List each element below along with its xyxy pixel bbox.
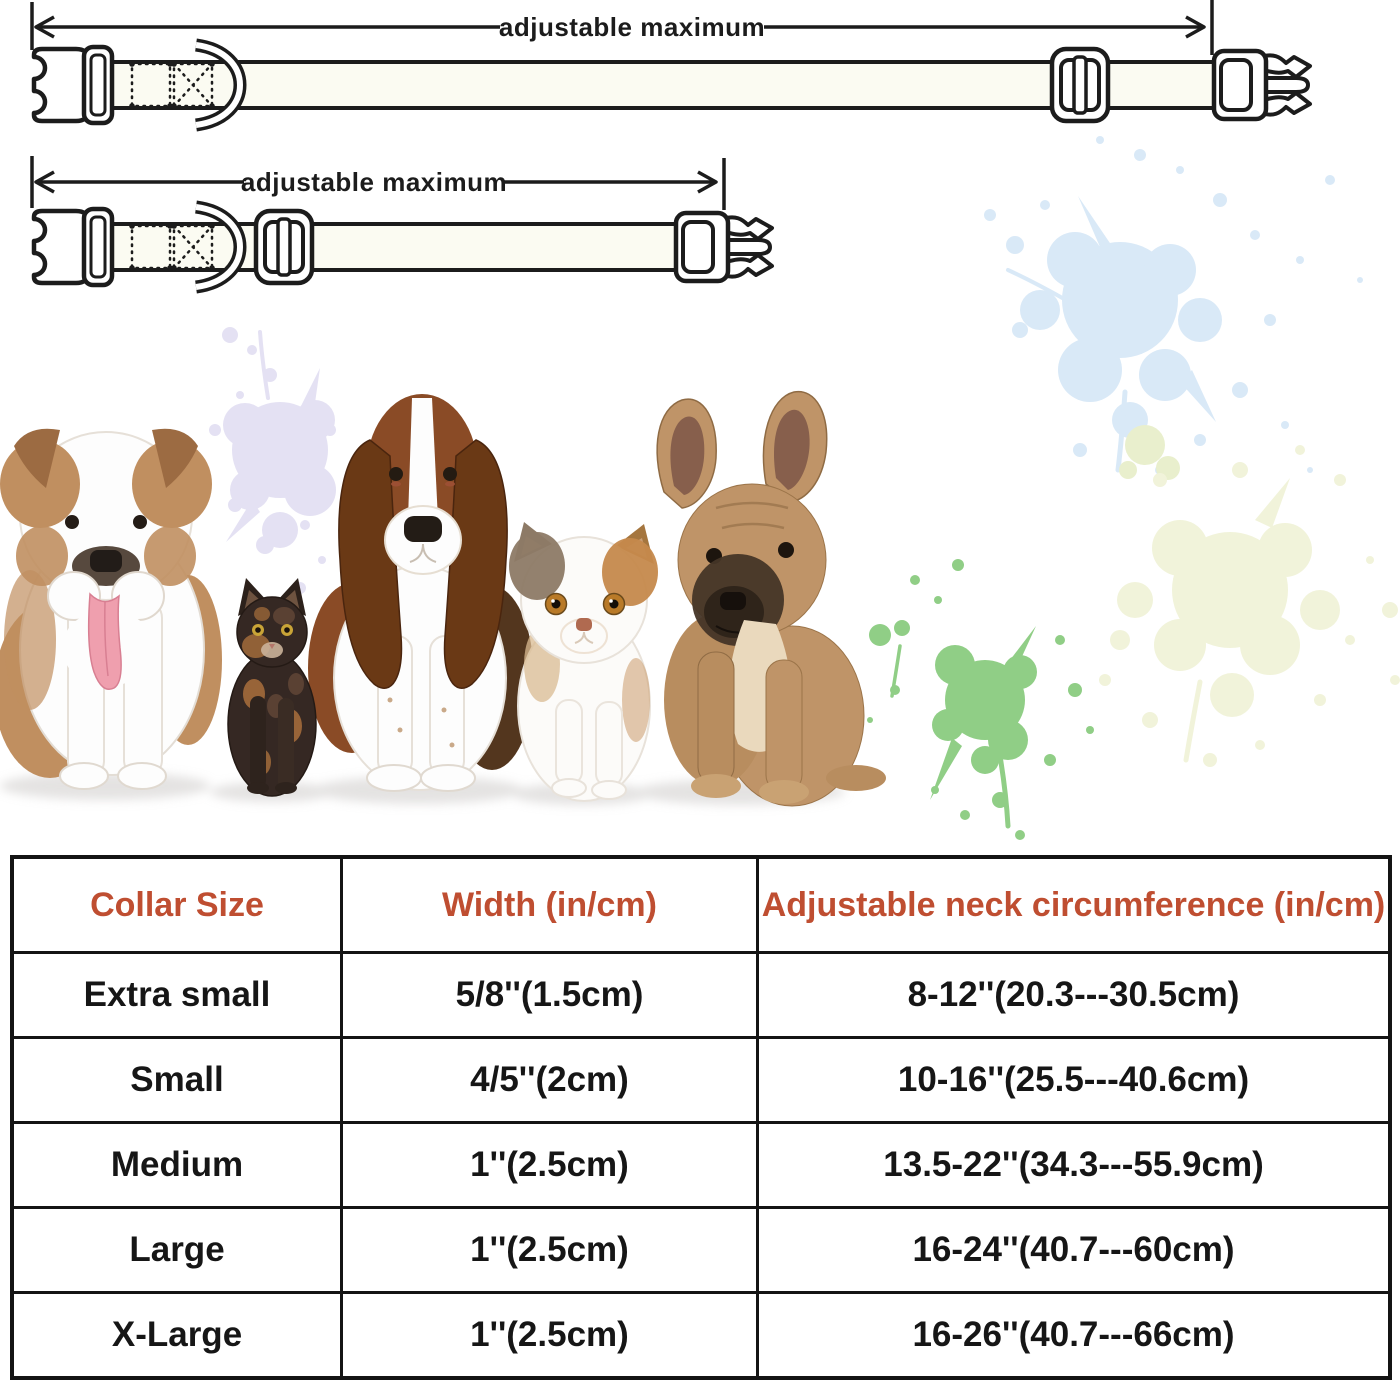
table-row-size: X-Large [14,1291,340,1376]
french-bulldog-puppy [657,392,886,806]
female-buckle-short [34,209,112,285]
tri-glide-slider-long [1052,49,1108,121]
dimension-label-long: adjustable maximum [498,12,766,42]
table-row-width: 4/5''(2cm) [340,1036,756,1121]
header-collar-size: Collar Size [90,885,264,924]
english-bulldog [0,429,222,789]
table-row-size: Small [14,1036,340,1121]
table-row-neck: 13.5-22''(34.3---55.9cm) [756,1121,1388,1206]
table-row-neck: 16-26''(40.7---66cm) [756,1291,1388,1376]
collar-diagram-long [0,0,1400,160]
table-row-size: Medium [14,1121,340,1206]
paint-splatter-blue [984,136,1363,475]
size-chart-table [10,855,1392,1380]
paint-splatter-purple [200,327,336,594]
table-row-neck: 10-16''(25.5---40.6cm) [756,1036,1388,1121]
female-buckle-long [34,47,112,123]
dimension-label-short: adjustable maximum [240,167,508,197]
header-width: Width (in/cm) [340,859,756,951]
table-row-size: Extra small [14,951,340,1036]
exotic-shorthair-cat [509,522,658,801]
collar-diagram-short [0,150,800,320]
paint-splatter-green [867,559,1094,840]
tri-glide-slider-short [256,211,312,283]
male-buckle-short [676,213,772,281]
male-buckle-long [1214,51,1310,119]
table-row-width: 1''(2.5cm) [340,1206,756,1291]
table-row-neck: 16-24''(40.7---60cm) [756,1206,1388,1291]
header-neck-circumference: Adjustable neck circumference (in/cm) [756,859,1388,951]
collar-strap-short [100,224,690,270]
tortoiseshell-kitten [228,578,316,796]
table-row-width: 1''(2.5cm) [340,1121,756,1206]
table-row-width: 5/8''(1.5cm) [340,951,756,1036]
table-row-size: Large [14,1206,340,1291]
basset-hound [308,394,534,791]
paint-splatter-pale-yellow [1099,445,1400,767]
table-row-width: 1''(2.5cm) [340,1291,756,1376]
table-row-neck: 8-12''(20.3---30.5cm) [756,951,1388,1036]
